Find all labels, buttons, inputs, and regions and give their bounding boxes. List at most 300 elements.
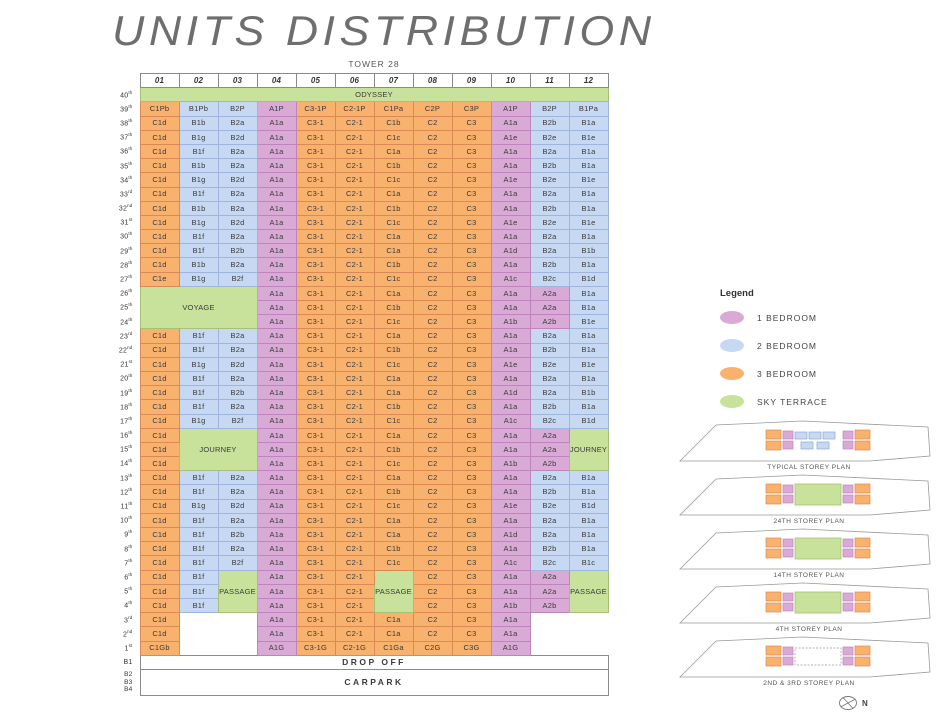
unit-cell: A1a bbox=[257, 457, 296, 471]
unit-cell: B1a bbox=[569, 528, 608, 542]
unit-cell: C1a bbox=[374, 627, 413, 641]
unit-cell: B2b bbox=[530, 400, 569, 414]
unit-cell: C3 bbox=[452, 187, 491, 201]
blank-cell bbox=[530, 641, 608, 655]
unit-cell: C2-1 bbox=[335, 386, 374, 400]
unit-cell: A1e bbox=[491, 499, 530, 513]
unit-cell: C2 bbox=[413, 400, 452, 414]
unit-cell: B2a bbox=[218, 187, 257, 201]
unit-cell: B2a bbox=[530, 386, 569, 400]
unit-cell: B2b bbox=[530, 542, 569, 556]
unit-cell: C3-1 bbox=[296, 598, 335, 612]
unit-cell: B1f bbox=[179, 244, 218, 258]
unit-cell: C3-1 bbox=[296, 244, 335, 258]
unit-cell: C3-1 bbox=[296, 400, 335, 414]
unit-cell: C3 bbox=[452, 428, 491, 442]
unit-cell: C3 bbox=[452, 244, 491, 258]
unit-cell: B2a bbox=[218, 116, 257, 130]
unit-cell: C2 bbox=[413, 457, 452, 471]
unit-cell: C1d bbox=[140, 258, 179, 272]
unit-cell: C3 bbox=[452, 159, 491, 173]
unit-cell: C3-1 bbox=[296, 144, 335, 158]
unit-cell: C2 bbox=[413, 471, 452, 485]
unit-cell: C2-1 bbox=[335, 272, 374, 286]
unit-cell: A2a bbox=[530, 428, 569, 442]
unit-cell: C2 bbox=[413, 414, 452, 428]
floor-label: 2nd bbox=[110, 627, 140, 641]
unit-cell: C1c bbox=[374, 215, 413, 229]
unit-cell: C1a bbox=[374, 230, 413, 244]
unit-cell: A1a bbox=[491, 286, 530, 300]
floor-label: 11th bbox=[110, 499, 140, 513]
unit-cell: B1f bbox=[179, 400, 218, 414]
unit-cell: C1c bbox=[374, 130, 413, 144]
unit-cell: C1b bbox=[374, 201, 413, 215]
unit-cell: C3P bbox=[452, 102, 491, 116]
unit-cell: C1e bbox=[140, 272, 179, 286]
unit-cell: B1b bbox=[179, 201, 218, 215]
floor-label: 8th bbox=[110, 542, 140, 556]
unit-cell: C3-1 bbox=[296, 627, 335, 641]
unit-cell: C3 bbox=[452, 414, 491, 428]
unit-cell: A1a bbox=[257, 485, 296, 499]
unit-cell: C1d bbox=[140, 400, 179, 414]
floor-label: 4th bbox=[110, 598, 140, 612]
unit-cell: C3-1 bbox=[296, 301, 335, 315]
unit-cell: B2a bbox=[530, 187, 569, 201]
unit-cell: C1a bbox=[374, 371, 413, 385]
unit-cell: C1d bbox=[140, 386, 179, 400]
unit-cell: C1d bbox=[140, 584, 179, 598]
unit-cell: A1a bbox=[491, 627, 530, 641]
unit-cell: A1a bbox=[491, 116, 530, 130]
unit-cell: C3-1 bbox=[296, 485, 335, 499]
unit-cell: B2b bbox=[530, 116, 569, 130]
unit-cell: C2-1 bbox=[335, 230, 374, 244]
unit-cell: A1a bbox=[257, 343, 296, 357]
unit-cell: C3 bbox=[452, 272, 491, 286]
unit-cell: A1a bbox=[491, 400, 530, 414]
floor-label: 21st bbox=[110, 357, 140, 371]
unit-cell: B1a bbox=[569, 116, 608, 130]
unit-cell: B2a bbox=[530, 528, 569, 542]
unit-cell: C2-1 bbox=[335, 570, 374, 584]
unit-cell: C3-1 bbox=[296, 499, 335, 513]
unit-cell: B2a bbox=[218, 542, 257, 556]
unit-cell: B1f bbox=[179, 598, 218, 612]
unit-cell: A1a bbox=[257, 315, 296, 329]
unit-cell: B1c bbox=[569, 556, 608, 570]
unit-cell: C3-1 bbox=[296, 442, 335, 456]
unit-cell: B1g bbox=[179, 272, 218, 286]
unit-cell: A1a bbox=[257, 442, 296, 456]
unit-cell: A1e bbox=[491, 357, 530, 371]
floor-label: 22nd bbox=[110, 343, 140, 357]
unit-cell: C2-1 bbox=[335, 627, 374, 641]
unit-cell: C2 bbox=[413, 329, 452, 343]
blank-cell bbox=[179, 641, 257, 655]
unit-cell: B1b bbox=[179, 159, 218, 173]
unit-cell: C1d bbox=[140, 244, 179, 258]
unit-cell: B1d bbox=[569, 272, 608, 286]
unit-cell: C1a bbox=[374, 244, 413, 258]
column-header: 04 bbox=[257, 74, 296, 88]
unit-cell: B2c bbox=[530, 272, 569, 286]
unit-cell: C1d bbox=[140, 159, 179, 173]
unit-cell: C2 bbox=[413, 357, 452, 371]
floor-label: 17th bbox=[110, 414, 140, 428]
unit-cell: C2 bbox=[413, 272, 452, 286]
unit-cell: C2 bbox=[413, 513, 452, 527]
column-header: 02 bbox=[179, 74, 218, 88]
column-header: 12 bbox=[569, 74, 608, 88]
unit-cell: C1c bbox=[374, 556, 413, 570]
unit-cell: C3 bbox=[452, 499, 491, 513]
unit-cell: C3 bbox=[452, 301, 491, 315]
floor-label: 34th bbox=[110, 173, 140, 187]
unit-cell: C2-1 bbox=[335, 542, 374, 556]
unit-cell: B1a bbox=[569, 144, 608, 158]
storey-plan-thumbnail bbox=[678, 526, 938, 572]
unit-cell: C2-1 bbox=[335, 315, 374, 329]
unit-cell: B1e bbox=[569, 130, 608, 144]
unit-cell: B2a bbox=[218, 144, 257, 158]
unit-cell: A1b bbox=[491, 457, 530, 471]
unit-cell: B1a bbox=[569, 471, 608, 485]
unit-cell: B1d bbox=[569, 499, 608, 513]
unit-cell: A2a bbox=[530, 442, 569, 456]
unit-cell: A1P bbox=[257, 102, 296, 116]
unit-cell: C1Pa bbox=[374, 102, 413, 116]
unit-cell: C3-1 bbox=[296, 471, 335, 485]
floor-label: 39th bbox=[110, 102, 140, 116]
unit-cell: C1d bbox=[140, 144, 179, 158]
unit-cell: C1d bbox=[140, 570, 179, 584]
unit-cell: C2 bbox=[413, 343, 452, 357]
unit-cell: B1f bbox=[179, 386, 218, 400]
unit-cell: B1g bbox=[179, 499, 218, 513]
floor-label: 6th bbox=[110, 570, 140, 584]
unit-cell: C2 bbox=[413, 371, 452, 385]
floor-label: 12th bbox=[110, 485, 140, 499]
unit-cell: A1a bbox=[491, 471, 530, 485]
unit-cell: C2-1 bbox=[335, 584, 374, 598]
unit-cell: C2 bbox=[413, 116, 452, 130]
unit-cell: C3 bbox=[452, 584, 491, 598]
unit-cell: C3 bbox=[452, 286, 491, 300]
legend-item bbox=[720, 367, 828, 380]
floor-label: 13th bbox=[110, 471, 140, 485]
unit-cell: C3-1 bbox=[296, 513, 335, 527]
unit-cell: C1d bbox=[140, 130, 179, 144]
unit-cell: C3 bbox=[452, 371, 491, 385]
unit-cell: B2a bbox=[530, 471, 569, 485]
floor-label: 30th bbox=[110, 230, 140, 244]
storey-plan-thumbnail bbox=[678, 580, 938, 626]
unit-cell: C3-1 bbox=[296, 315, 335, 329]
unit-cell: C2P bbox=[413, 102, 452, 116]
floor-label: 25th bbox=[110, 301, 140, 315]
unit-cell: B1f bbox=[179, 329, 218, 343]
unit-cell: B1Pa bbox=[569, 102, 608, 116]
unit-cell: B1g bbox=[179, 357, 218, 371]
unit-cell: C1d bbox=[140, 528, 179, 542]
unit-cell: C3 bbox=[452, 627, 491, 641]
unit-cell: C2-1 bbox=[335, 130, 374, 144]
column-header: 03 bbox=[218, 74, 257, 88]
unit-cell: C1d bbox=[140, 442, 179, 456]
unit-cell: B1g bbox=[179, 130, 218, 144]
unit-cell: B1a bbox=[569, 258, 608, 272]
unit-cell: B1f bbox=[179, 144, 218, 158]
unit-cell: A1a bbox=[491, 371, 530, 385]
unit-cell: B2f bbox=[218, 414, 257, 428]
unit-cell: B1f bbox=[179, 471, 218, 485]
unit-cell: C3 bbox=[452, 457, 491, 471]
floor-label: 23rd bbox=[110, 329, 140, 343]
unit-cell: C2 bbox=[413, 428, 452, 442]
unit-cell: B1a bbox=[569, 301, 608, 315]
unit-cell: B1f bbox=[179, 343, 218, 357]
unit-cell: C2 bbox=[413, 386, 452, 400]
floor-label: 1st bbox=[110, 641, 140, 655]
unit-cell: C2-1 bbox=[335, 301, 374, 315]
unit-cell: A1a bbox=[491, 442, 530, 456]
corner-spacer bbox=[110, 74, 140, 88]
unit-cell: B2a bbox=[218, 471, 257, 485]
compass bbox=[838, 695, 868, 711]
storey-plan bbox=[678, 634, 940, 688]
unit-cell: C2-1 bbox=[335, 613, 374, 627]
floor-label: 15th bbox=[110, 442, 140, 456]
unit-cell: C2-1 bbox=[335, 471, 374, 485]
unit-cell: C2-1 bbox=[335, 244, 374, 258]
unit-cell: B1a bbox=[569, 343, 608, 357]
storey-plan-caption: 24TH STOREY PLAN bbox=[773, 518, 845, 525]
unit-cell: A1a bbox=[257, 570, 296, 584]
unit-cell: C2 bbox=[413, 159, 452, 173]
unit-cell: C2-1 bbox=[335, 329, 374, 343]
unit-cell: B1f bbox=[179, 230, 218, 244]
unit-cell: B1b bbox=[179, 258, 218, 272]
unit-cell: B2a bbox=[530, 513, 569, 527]
unit-cell: B2a bbox=[530, 244, 569, 258]
unit-cell: C3-1 bbox=[296, 542, 335, 556]
unit-cell: B2b bbox=[218, 528, 257, 542]
unit-cell: B2b bbox=[530, 485, 569, 499]
unit-cell: C1c bbox=[374, 357, 413, 371]
unit-cell: B2a bbox=[218, 258, 257, 272]
unit-cell: C3 bbox=[452, 386, 491, 400]
unit-cell: B2b bbox=[530, 343, 569, 357]
unit-cell: A1a bbox=[257, 499, 296, 513]
unit-cell: B2f bbox=[218, 556, 257, 570]
unit-cell: B2a bbox=[218, 230, 257, 244]
unit-cell: A1e bbox=[491, 173, 530, 187]
floor-label: 14th bbox=[110, 457, 140, 471]
floor-label: 9th bbox=[110, 528, 140, 542]
unit-cell: B1a bbox=[569, 485, 608, 499]
unit-cell: C3-1 bbox=[296, 428, 335, 442]
floor-label: 5th bbox=[110, 584, 140, 598]
unit-cell: B2a bbox=[218, 201, 257, 215]
unit-cell: B2a bbox=[218, 329, 257, 343]
unit-cell: C1d bbox=[140, 371, 179, 385]
storey-plan-caption: TYPICAL STOREY PLAN bbox=[767, 464, 851, 471]
unit-cell: C3-1 bbox=[296, 357, 335, 371]
unit-cell: C3-1 bbox=[296, 570, 335, 584]
unit-cell: C2-1 bbox=[335, 371, 374, 385]
column-header: 11 bbox=[530, 74, 569, 88]
legend-swatch bbox=[720, 311, 744, 324]
unit-cell: A1a bbox=[491, 428, 530, 442]
page-title: UNITS DISTRIBUTION bbox=[112, 8, 656, 55]
unit-cell: C1d bbox=[140, 428, 179, 442]
unit-cell: B2b bbox=[218, 386, 257, 400]
floor-label: 36th bbox=[110, 144, 140, 158]
unit-cell: C2-1 bbox=[335, 357, 374, 371]
unit-cell: C2G bbox=[413, 641, 452, 655]
unit-cell: B1f bbox=[179, 528, 218, 542]
column-header: 10 bbox=[491, 74, 530, 88]
unit-cell: C1a bbox=[374, 428, 413, 442]
unit-cell: B1a bbox=[569, 400, 608, 414]
unit-cell: B1g bbox=[179, 414, 218, 428]
unit-cell: C3 bbox=[452, 201, 491, 215]
unit-cell: B1e bbox=[569, 357, 608, 371]
unit-cell: C3 bbox=[452, 258, 491, 272]
unit-cell: C1d bbox=[140, 187, 179, 201]
unit-cell: A1a bbox=[257, 371, 296, 385]
unit-cell: B1a bbox=[569, 187, 608, 201]
unit-cell: C2 bbox=[413, 258, 452, 272]
unit-cell: B2c bbox=[530, 414, 569, 428]
unit-cell: B1f bbox=[179, 542, 218, 556]
legend-swatch bbox=[720, 339, 744, 352]
unit-cell: C1b bbox=[374, 159, 413, 173]
unit-cell: A1a bbox=[491, 258, 530, 272]
unit-cell: A1a bbox=[257, 428, 296, 442]
unit-cell: A2a bbox=[530, 584, 569, 598]
unit-cell: C2-1 bbox=[335, 116, 374, 130]
unit-cell: A1a bbox=[257, 556, 296, 570]
unit-cell: C3 bbox=[452, 485, 491, 499]
unit-cell: C3-1 bbox=[296, 258, 335, 272]
unit-cell: B1a bbox=[569, 513, 608, 527]
unit-cell: A1a bbox=[257, 471, 296, 485]
unit-cell: B1a bbox=[569, 201, 608, 215]
unit-cell: C3 bbox=[452, 357, 491, 371]
unit-cell: C2 bbox=[413, 144, 452, 158]
unit-cell: B1d bbox=[569, 414, 608, 428]
unit-cell: A1a bbox=[257, 258, 296, 272]
unit-cell: A1a bbox=[491, 513, 530, 527]
unit-cell: B2a bbox=[530, 329, 569, 343]
unit-cell: C2-1 bbox=[335, 414, 374, 428]
unit-cell: A1a bbox=[257, 159, 296, 173]
unit-cell: A1b bbox=[491, 598, 530, 612]
unit-cell: C1a bbox=[374, 286, 413, 300]
storey-plan-caption: 4TH STOREY PLAN bbox=[775, 626, 843, 633]
unit-cell: B2d bbox=[218, 173, 257, 187]
unit-cell: C2-1P bbox=[335, 102, 374, 116]
unit-cell: C1a bbox=[374, 144, 413, 158]
unit-cell: B2e bbox=[530, 357, 569, 371]
legend-swatch bbox=[720, 395, 744, 408]
unit-cell: A1G bbox=[491, 641, 530, 655]
unit-cell: C3-1 bbox=[296, 187, 335, 201]
unit-cell: C1b bbox=[374, 400, 413, 414]
unit-cell: C2 bbox=[413, 485, 452, 499]
storey-plan bbox=[678, 526, 940, 580]
unit-cell: B2a bbox=[218, 371, 257, 385]
floor-label: 33rd bbox=[110, 187, 140, 201]
unit-cell: C3-1 bbox=[296, 272, 335, 286]
unit-cell: A1a bbox=[257, 357, 296, 371]
legend bbox=[720, 288, 828, 423]
unit-cell: C1c bbox=[374, 457, 413, 471]
unit-cell: B2e bbox=[530, 215, 569, 229]
unit-cell: A2a bbox=[530, 301, 569, 315]
storey-plan-thumbnail bbox=[678, 418, 938, 464]
unit-cell: C3-1 bbox=[296, 556, 335, 570]
unit-cell: C1c bbox=[374, 173, 413, 187]
floor-label: 37th bbox=[110, 130, 140, 144]
unit-cell: C2-1 bbox=[335, 528, 374, 542]
unit-cell: A1a bbox=[257, 272, 296, 286]
unit-cell: C1b bbox=[374, 485, 413, 499]
unit-cell: C2 bbox=[413, 173, 452, 187]
unit-cell: A1a bbox=[491, 570, 530, 584]
unit-cell: C1d bbox=[140, 414, 179, 428]
unit-cell: C3 bbox=[452, 442, 491, 456]
unit-cell: A2a bbox=[530, 570, 569, 584]
unit-cell: C1b bbox=[374, 542, 413, 556]
unit-cell: B2e bbox=[530, 173, 569, 187]
unit-cell: A1a bbox=[491, 301, 530, 315]
unit-cell: C3 bbox=[452, 116, 491, 130]
unit-cell: C2-1 bbox=[335, 159, 374, 173]
unit-cell: B1f bbox=[179, 556, 218, 570]
floor-label: 32nd bbox=[110, 201, 140, 215]
unit-cell: B2d bbox=[218, 215, 257, 229]
column-header: 09 bbox=[452, 74, 491, 88]
unit-cell: B1a bbox=[569, 329, 608, 343]
unit-cell: C2-1 bbox=[335, 485, 374, 499]
unit-cell: B1e bbox=[569, 215, 608, 229]
unit-cell: C1b bbox=[374, 301, 413, 315]
unit-cell: C1d bbox=[140, 598, 179, 612]
unit-cell: B2c bbox=[530, 556, 569, 570]
unit-cell: A1a bbox=[491, 584, 530, 598]
unit-cell: C2 bbox=[413, 584, 452, 598]
unit-cell: C1a bbox=[374, 513, 413, 527]
unit-cell: A1a bbox=[491, 201, 530, 215]
unit-cell: C2 bbox=[413, 570, 452, 584]
unit-cell: B1f bbox=[179, 584, 218, 598]
unit-cell: C1c bbox=[374, 414, 413, 428]
compass-label: N bbox=[862, 698, 868, 708]
unit-cell: C2 bbox=[413, 230, 452, 244]
sky-terrace-cell: PASSAGE bbox=[218, 570, 257, 613]
unit-cell: A2b bbox=[530, 457, 569, 471]
storey-plan bbox=[678, 580, 940, 634]
unit-cell: C2 bbox=[413, 315, 452, 329]
unit-cell: C1d bbox=[140, 556, 179, 570]
unit-cell: C2 bbox=[413, 627, 452, 641]
column-header: 08 bbox=[413, 74, 452, 88]
blank-cell bbox=[179, 613, 257, 627]
